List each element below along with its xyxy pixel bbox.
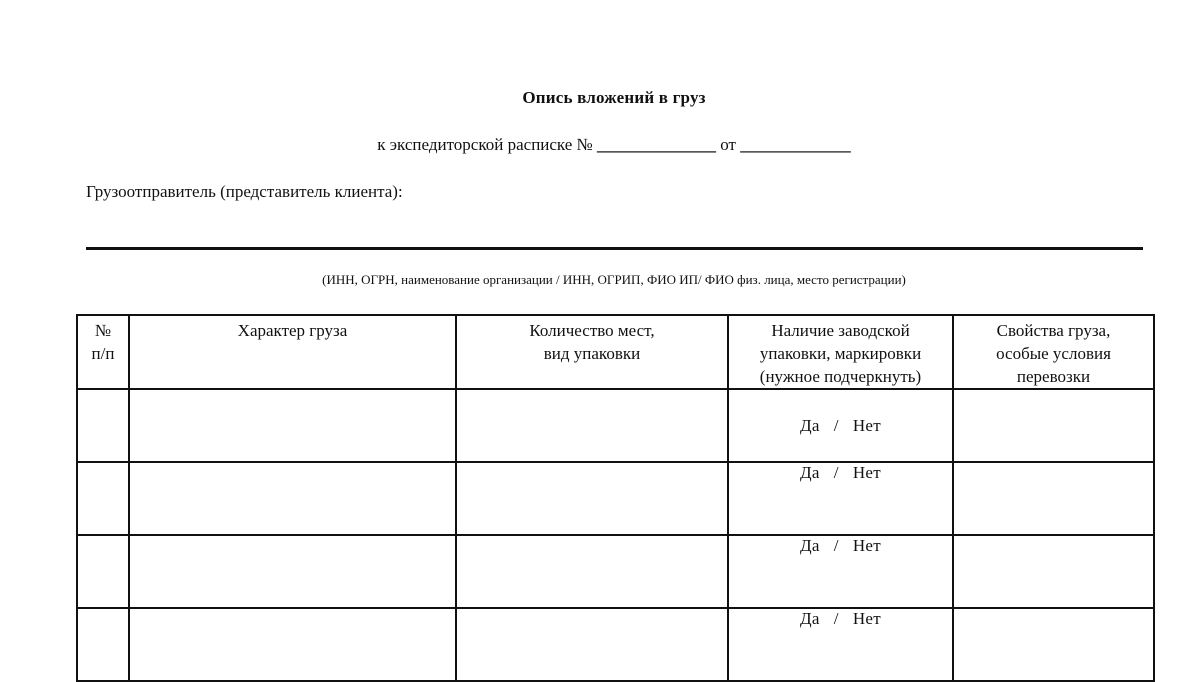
cell-cargo-character[interactable] — [129, 535, 456, 608]
shipper-label: Грузоотправитель (представитель клиента): — [86, 182, 403, 201]
header-packaging — [728, 315, 953, 389]
yes-no-choice — [800, 536, 881, 556]
cell-packaging — [728, 462, 953, 535]
no-option[interactable]: Нет — [852, 536, 881, 555]
cell-number[interactable] — [77, 462, 129, 535]
header-packaging-line1: Наличие заводской — [771, 321, 910, 340]
header-quantity-line2: вид упаковки — [543, 344, 641, 363]
cell-properties[interactable] — [953, 608, 1154, 681]
cell-quantity[interactable] — [456, 389, 728, 462]
cell-number[interactable] — [77, 608, 129, 681]
yes-no-separator: / — [833, 536, 839, 555]
cell-properties[interactable] — [953, 389, 1154, 462]
header-properties-line1: Свойства груза, — [996, 321, 1111, 340]
yes-no-choice — [800, 463, 881, 483]
header-cargo-character — [129, 315, 456, 389]
table-row — [77, 389, 1154, 462]
no-option[interactable]: Нет — [852, 415, 881, 435]
table-row — [77, 535, 1154, 608]
cell-properties[interactable] — [953, 535, 1154, 608]
table-row — [77, 462, 1154, 535]
yes-option[interactable]: Да — [800, 463, 820, 482]
header-properties-line3: перевозки — [1016, 367, 1091, 386]
header-number — [77, 315, 129, 389]
cell-packaging — [728, 608, 953, 681]
receipt-prefix: к экспедиторской расписке № — [377, 135, 593, 154]
yes-no-separator: / — [833, 463, 839, 482]
cell-cargo-character[interactable] — [129, 462, 456, 535]
cell-quantity[interactable] — [456, 462, 728, 535]
header-quantity — [456, 315, 728, 389]
header-packaging-line2: упаковки, маркировки — [759, 344, 922, 363]
cell-properties[interactable] — [953, 462, 1154, 535]
yes-no-choice — [800, 609, 881, 629]
receipt-reference-line — [0, 135, 1200, 155]
header-quantity-line1: Количество мест, — [529, 321, 655, 340]
header-cargo-character-text: Характер груза — [237, 321, 348, 340]
table-header-row — [77, 315, 1154, 389]
cell-cargo-character[interactable] — [129, 608, 456, 681]
cell-number[interactable] — [77, 535, 129, 608]
header-packaging-line3: (нужное подчеркнуть) — [759, 367, 922, 386]
yes-no-separator: / — [833, 415, 839, 435]
header-properties — [953, 315, 1154, 389]
no-option[interactable]: Нет — [852, 463, 881, 482]
header-properties-line2: особые условия — [996, 344, 1111, 363]
cell-number[interactable] — [77, 389, 129, 462]
yes-no-separator: / — [833, 609, 839, 628]
cargo-inventory-table — [76, 314, 1155, 682]
shipper-caption: (ИНН, ОГРН, наименование организации / ИНН, ОГРИП, ФИО ИП/ ФИО физ. лица, место регистрации) — [322, 272, 906, 287]
header-number-line1: № — [94, 321, 112, 340]
document-title: Опись вложений в груз — [522, 88, 706, 107]
cell-cargo-character[interactable] — [129, 389, 456, 462]
no-option[interactable]: Нет — [852, 609, 881, 628]
cell-packaging — [728, 389, 953, 462]
table-row — [77, 608, 1154, 681]
yes-option[interactable]: Да — [800, 609, 820, 628]
yes-option[interactable]: Да — [800, 415, 820, 435]
header-number-line2: п/п — [91, 344, 115, 363]
receipt-number-blank: ______________ — [597, 135, 717, 154]
cell-quantity[interactable] — [456, 535, 728, 608]
receipt-date-blank: _____________ — [740, 135, 851, 154]
yes-option[interactable]: Да — [800, 536, 820, 555]
cell-quantity[interactable] — [456, 608, 728, 681]
cell-packaging — [728, 535, 953, 608]
receipt-from-label: от — [720, 135, 736, 154]
yes-no-choice — [800, 416, 881, 436]
shipper-fill-line — [86, 247, 1143, 250]
